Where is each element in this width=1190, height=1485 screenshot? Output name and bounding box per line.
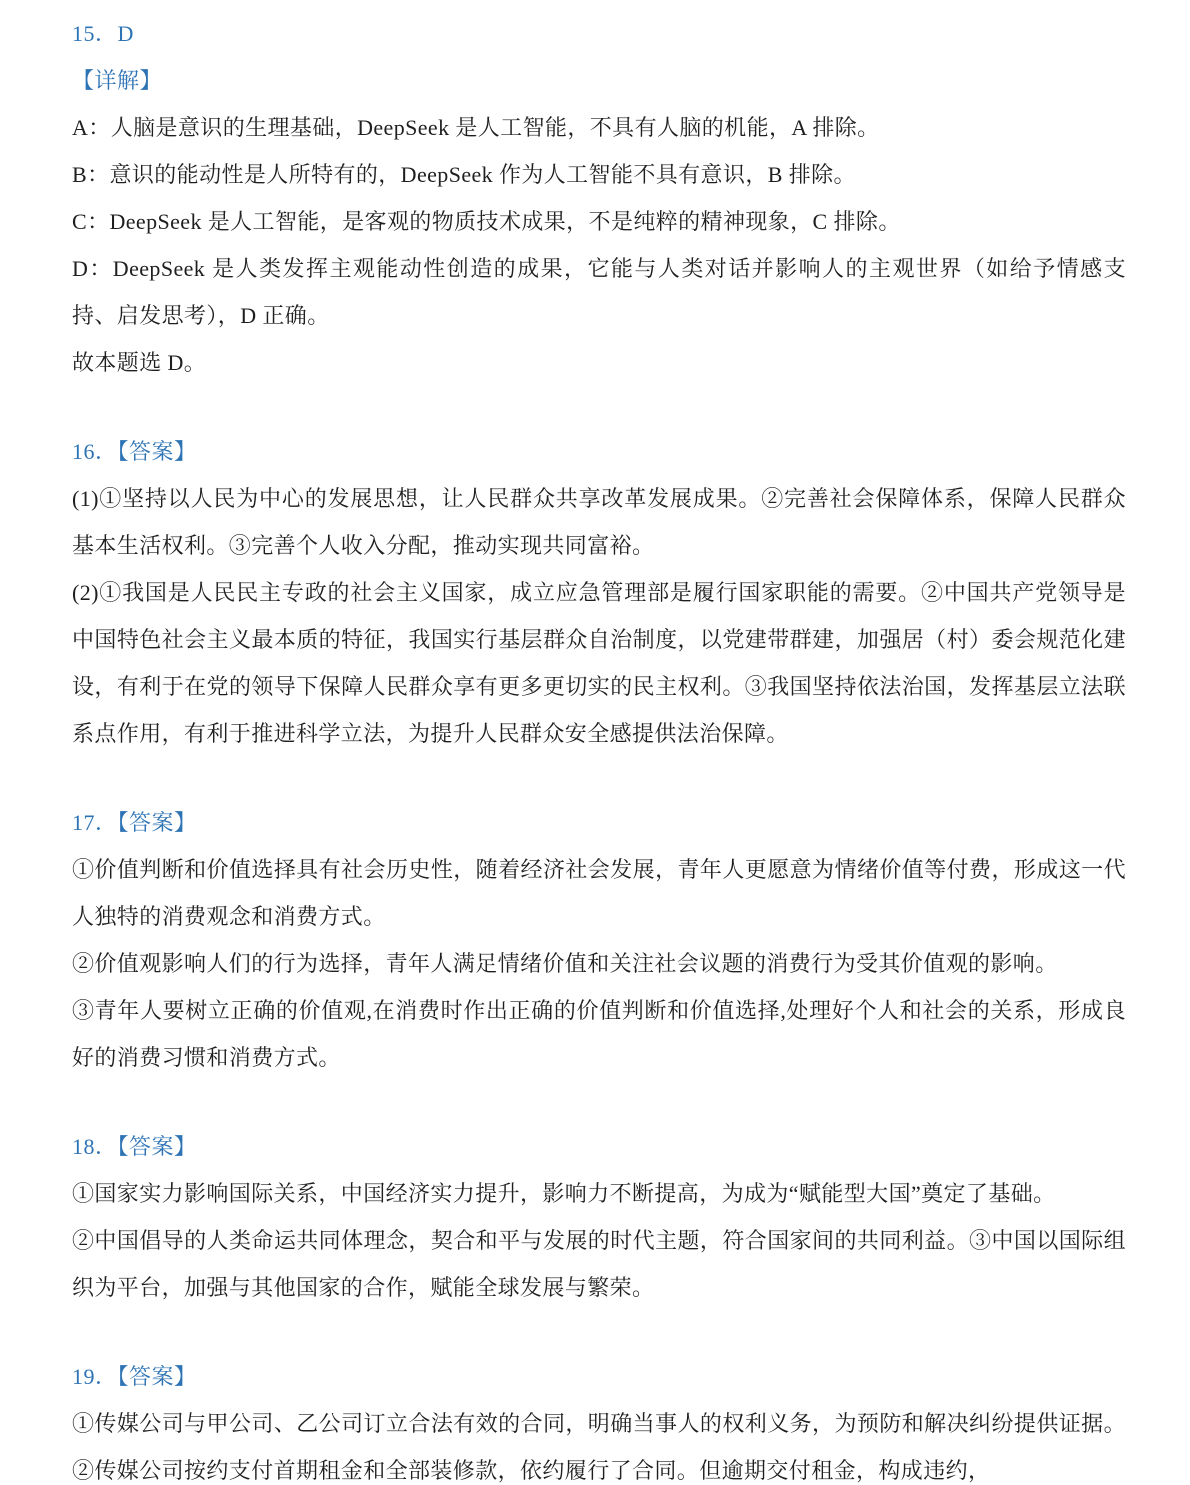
answer-section-16 [72,428,1126,757]
answer-section-17 [72,799,1126,1081]
answer-section-19 [72,1353,1126,1485]
paragraph: ②价值观影响人们的行为选择，青年人满足情绪价值和关注社会议题的消费行为受其价值观的影响。 [72,951,1058,976]
paragraph: ②中国倡导的人类命运共同体理念，契合和平与发展的时代主题，符合国家间的共同利益。③中国以国际组织为平台，加强与其他国家的合作，赋能全球发展与繁荣。 [72,1228,1126,1300]
paragraph: ③青年人要树立正确的价值观,在消费时作出正确的价值判断和价值选择,处理好个人和社会的关系，形成良好的消费习惯和消费方式。 [72,998,1126,1070]
answer-section-15 [72,10,1126,386]
section-heading: 17．【答案】 [72,810,197,835]
paragraph: (2)①我国是人民民主专政的社会主义国家，成立应急管理部是履行国家职能的需要。②中国共产党领导是中国特色社会主义最本质的特征，我国实行基层群众自治制度，以党建带群建，加强居（村）委会规范化建设，有利于在党的领导下保障人民群众享有更多更切实的民主权利。③我国坚持依法治国，发挥基层立法联系点作用，有利于推进科学立法，为提升人民群众安全感提供法治保障。 [72,580,1126,746]
paragraph: ①传媒公司与甲公司、乙公司订立合法有效的合同，明确当事人的权利义务，为预防和解决纠纷提供证据。②传媒公司按约支付首期租金和全部装修款，依约履行了合同。但逾期交付租金，构成违约， [72,1411,1126,1483]
answer-section-18 [72,1123,1126,1311]
section-heading: 19．【答案】 [72,1364,197,1389]
paragraph: C：DeepSeek 是人工智能，是客观的物质技术成果，不是纯粹的精神现象，C 排除。 [72,209,901,234]
paragraph: (1)①坚持以人民为中心的发展思想，让人民群众共享改革发展成果。②完善社会保障体系，保障人民群众基本生活权利。③完善个人收入分配，推动实现共同富裕。 [72,486,1126,558]
section-subheading: 【详解】 [72,68,163,93]
section-heading: 15．D [72,21,134,46]
section-heading: 16．【答案】 [72,439,197,464]
paragraph: ①价值判断和价值选择具有社会历史性，随着经济社会发展，青年人更愿意为情绪价值等付费，形成这一代人独特的消费观念和消费方式。 [72,857,1126,929]
paragraph: D：DeepSeek 是人类发挥主观能动性创造的成果，它能与人类对话并影响人的主观世界（如给予情感支持、启发思考），D 正确。 [72,256,1126,328]
section-heading: 18．【答案】 [72,1134,197,1159]
paragraph: A：人脑是意识的生理基础，DeepSeek 是人工智能，不具有人脑的机能，A 排除。 [72,115,880,140]
paragraph: ①国家实力影响国际关系，中国经济实力提升，影响力不断提高，为成为“赋能型大国”奠定了基础。 [72,1181,1056,1206]
paragraph: 故本题选 D。 [72,350,207,375]
paragraph: B：意识的能动性是人所特有的，DeepSeek 作为人工智能不具有意识，B 排除。 [72,162,856,187]
